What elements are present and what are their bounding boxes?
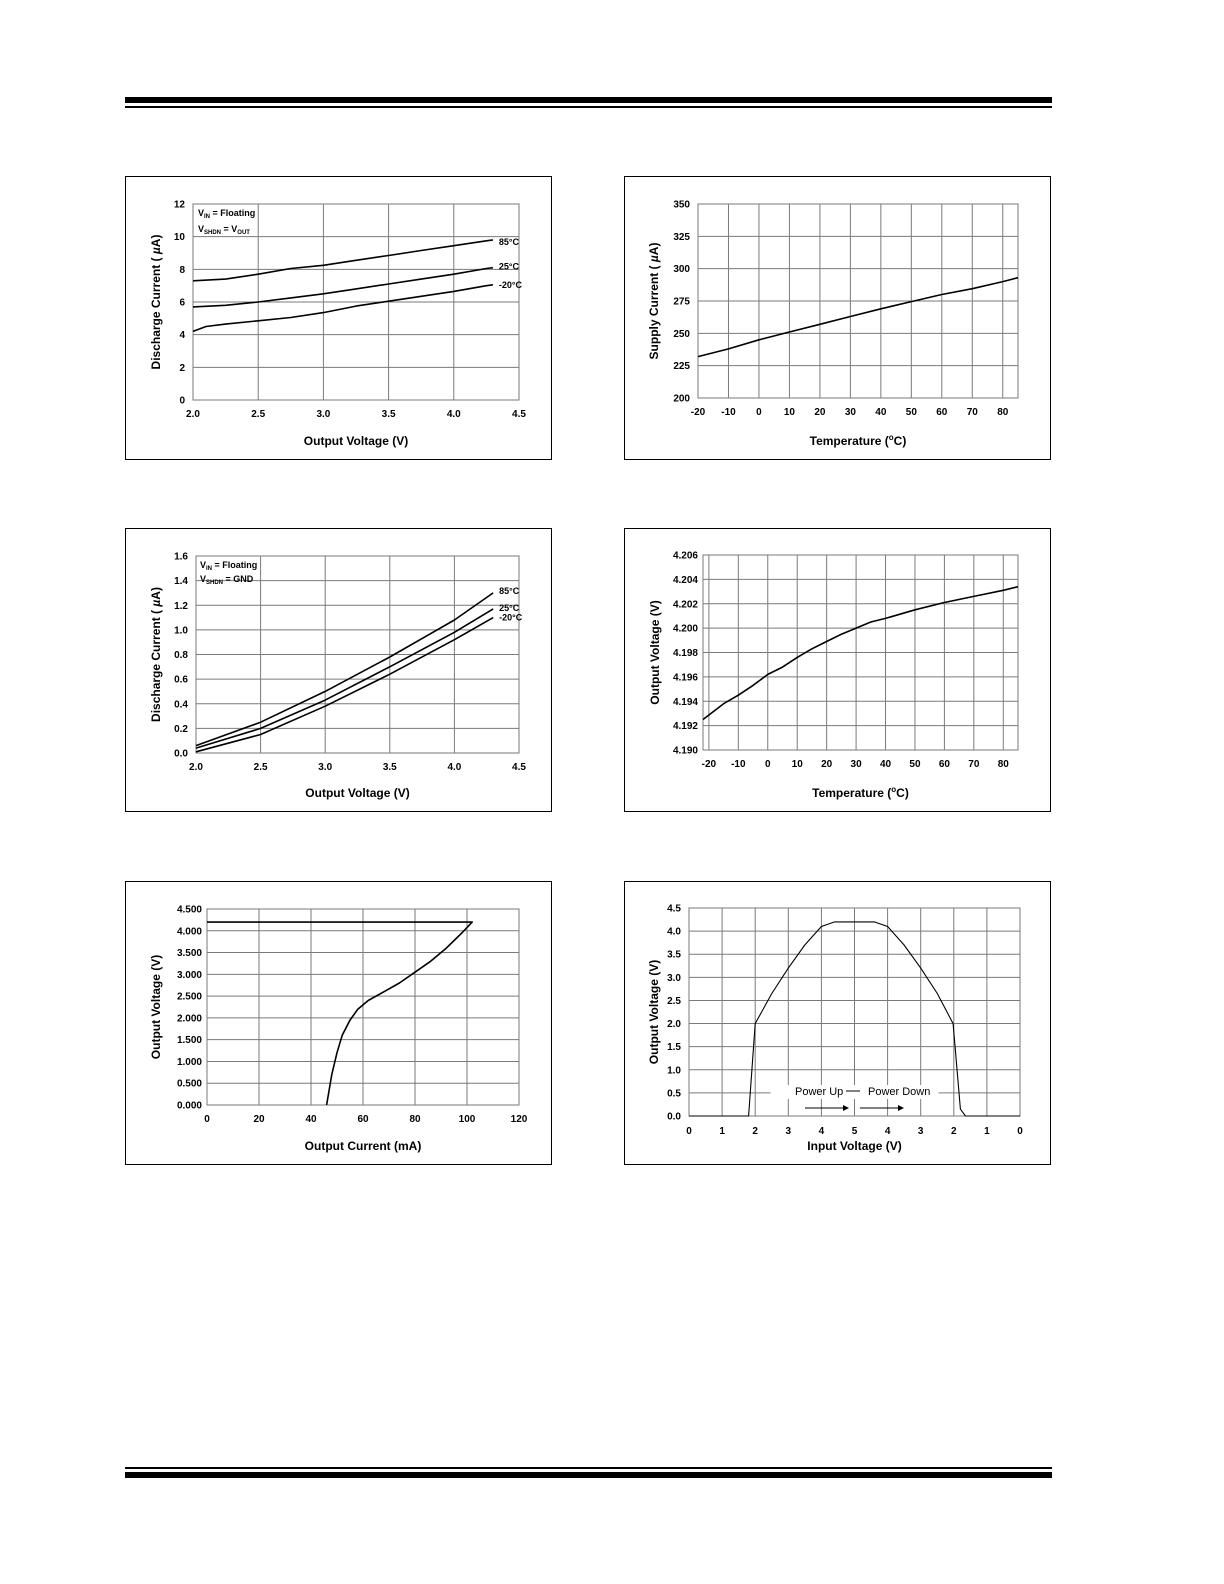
footer-rule-thick: [125, 1472, 1052, 1478]
chart-2-svg: [126, 529, 553, 813]
series-line: [703, 587, 1018, 720]
x-tick-label: 1: [719, 1126, 725, 1137]
y-tick-label: 2.000: [176, 1013, 202, 1025]
y-tick-label: 0.2: [174, 723, 188, 735]
x-tick-label: 2.5: [253, 762, 268, 773]
y-tick-label: 12: [173, 199, 185, 211]
chart-discharge-current-shdn-vout: [125, 176, 552, 460]
y-tick-label: 4.000: [176, 926, 202, 938]
x-tick-label: 20: [253, 1114, 265, 1125]
series-line: [193, 285, 493, 332]
condition-annotation: $V_{IN}$ = Floating: [200, 560, 258, 572]
x-tick-label: 30: [850, 759, 862, 770]
x-tick-label: 10: [783, 407, 795, 418]
condition-annotation: $V_{IN}$ = Floating: [198, 208, 256, 220]
y-tick-label: 300: [673, 264, 690, 276]
y-tick-label: 3.500: [176, 948, 202, 960]
y-tick-label: 200: [673, 393, 690, 405]
chart-output-voltage-vs-output-current: [125, 881, 552, 1165]
y-tick-label: 2.5: [667, 995, 681, 1007]
y-tick-label: 1.0: [174, 625, 188, 637]
y-tick-label: 3.000: [176, 969, 202, 981]
arrow-head: [843, 1105, 849, 1111]
y-tick-label: 4.198: [672, 648, 698, 659]
x-tick-label: 120: [510, 1114, 528, 1125]
chart-3-svg: [625, 529, 1052, 813]
power-annotation: Power Up: [795, 1086, 844, 1098]
x-tick-label: 4: [884, 1126, 891, 1137]
chart-1-svg: [625, 177, 1052, 461]
x-tick-label: 40: [879, 759, 892, 770]
x-tick-label: 1: [984, 1126, 990, 1137]
series-label: 85°C: [498, 236, 520, 247]
x-tick-label: -20: [690, 407, 706, 418]
x-tick-label: 70: [968, 759, 980, 770]
x-tick-label: 5: [851, 1126, 858, 1137]
y-tick-label: 3.0: [667, 972, 681, 984]
series-label: 85°C: [499, 585, 520, 596]
series-line: [196, 618, 493, 752]
x-tick-label: 4.0: [446, 409, 461, 420]
x-tick-label: 0: [686, 1126, 692, 1137]
power-annotation: Power Down: [868, 1086, 931, 1098]
x-tick-label: 40: [875, 407, 887, 418]
condition-annotation: $V_{SHDN} = V_{OUT}$: [198, 224, 250, 236]
y-tick-label: 2: [179, 362, 185, 374]
x-tick-label: -10: [731, 759, 746, 770]
x-tick-label: 50: [909, 759, 921, 770]
y-tick-label: 1.5: [667, 1042, 681, 1054]
y-tick-label: 0: [179, 395, 185, 407]
x-axis-title: Input Voltage (V): [807, 1139, 902, 1153]
x-tick-label: 60: [938, 759, 950, 770]
series-line: [193, 268, 493, 307]
x-tick-label: 2.5: [251, 409, 266, 420]
y-tick-label: 4.192: [672, 721, 698, 733]
y-tick-label: 1.2: [174, 600, 188, 612]
arrow-head: [898, 1105, 904, 1111]
y-tick-label: 4.200: [672, 623, 698, 635]
x-tick-label: 70: [966, 407, 978, 418]
y-axis-title: Discharge Current ( µA): [149, 587, 163, 722]
series-line: [207, 922, 472, 1105]
x-tick-label: 100: [458, 1114, 476, 1125]
x-tick-label: 4.5: [512, 409, 526, 420]
condition-annotation: $V_{SHDN}$ = GND: [200, 574, 254, 586]
x-tick-label: 2: [951, 1126, 957, 1137]
x-tick-label: 3.0: [316, 409, 331, 420]
y-tick-label: 1.0: [667, 1065, 681, 1077]
chart-discharge-current-shdn-gnd: [125, 528, 552, 812]
y-tick-label: 0.500: [176, 1078, 202, 1090]
x-tick-label: 0: [764, 759, 771, 770]
x-tick-label: 50: [905, 407, 917, 418]
x-tick-label: 3: [917, 1126, 924, 1137]
series-label: 25°C: [499, 602, 520, 613]
y-tick-label: 1.6: [174, 551, 188, 563]
x-tick-label: 4.0: [447, 762, 462, 773]
y-tick-label: 4.202: [672, 599, 698, 611]
footer-rule-thin: [125, 1467, 1052, 1469]
y-tick-label: 4.206: [672, 550, 698, 562]
x-tick-label: 3.5: [382, 762, 397, 773]
y-tick-label: 0.0: [667, 1111, 681, 1123]
x-tick-label: 2.0: [189, 762, 203, 773]
series-line: [698, 278, 1018, 357]
x-tick-label: 80: [997, 759, 1009, 770]
y-tick-label: 1.4: [174, 576, 188, 588]
y-tick-label: 4.0: [667, 926, 681, 938]
series-label: -20°C: [499, 612, 523, 623]
x-tick-label: -20: [701, 759, 717, 770]
y-tick-label: 0.8: [174, 650, 188, 661]
y-tick-label: 3.5: [667, 949, 681, 961]
x-tick-label: 4.5: [512, 762, 526, 773]
y-tick-label: 1.500: [176, 1035, 202, 1047]
header-rule-thick: [125, 97, 1052, 103]
x-tick-label: 3.0: [318, 762, 333, 773]
x-tick-label: 0: [756, 407, 762, 418]
x-tick-label: 10: [791, 759, 803, 770]
x-axis-title: Output Voltage (V): [305, 786, 410, 800]
y-tick-label: 4: [179, 330, 185, 342]
x-tick-label: 60: [936, 407, 948, 418]
header-rule-thin: [125, 106, 1052, 108]
y-tick-label: 0.5: [667, 1088, 681, 1100]
chart-0-svg: [126, 177, 553, 461]
x-tick-label: 2: [752, 1126, 758, 1137]
x-tick-label: 0: [204, 1114, 210, 1125]
chart-4-svg: [126, 882, 553, 1166]
x-tick-label: 20: [821, 759, 833, 770]
y-axis-title: Discharge Current ( µA): [149, 234, 163, 370]
y-tick-label: 10: [173, 232, 185, 244]
y-tick-label: 4.190: [672, 745, 698, 757]
x-tick-label: 60: [357, 1114, 369, 1125]
chart-supply-current-vs-temperature: [624, 176, 1051, 460]
x-tick-label: 80: [409, 1114, 421, 1125]
x-axis-title: Temperature ($^o$C): [812, 785, 909, 800]
y-tick-label: 4.196: [672, 672, 698, 684]
x-tick-label: 3.5: [381, 409, 396, 420]
y-tick-label: 0.0: [174, 748, 188, 760]
y-tick-label: 4.500: [176, 904, 202, 916]
x-tick-label: 20: [814, 407, 826, 418]
x-tick-label: 0: [1017, 1126, 1023, 1137]
chart-output-voltage-vs-input-voltage: [624, 881, 1051, 1165]
y-tick-label: 0.6: [174, 674, 188, 686]
y-tick-label: 0.4: [174, 699, 188, 711]
y-tick-label: 350: [673, 199, 690, 211]
y-tick-label: 8: [179, 264, 185, 276]
x-axis-title: Output Current (mA): [304, 1139, 422, 1153]
y-tick-label: 275: [673, 296, 690, 308]
y-axis-title: Supply Current ( µA): [647, 242, 661, 360]
y-tick-label: 225: [673, 361, 690, 373]
y-tick-label: 0.000: [176, 1100, 202, 1112]
y-tick-label: 4.194: [672, 696, 698, 708]
y-tick-label: 250: [673, 328, 690, 340]
x-tick-label: 80: [997, 407, 1009, 418]
x-tick-label: 2.0: [186, 409, 200, 420]
series-label: 25°C: [498, 261, 520, 272]
y-tick-label: 2.500: [176, 991, 202, 1003]
y-tick-label: 2.0: [667, 1019, 681, 1031]
y-tick-label: 4.5: [667, 903, 681, 915]
y-tick-label: 325: [673, 231, 690, 243]
y-axis-title: Output Voltage (V): [647, 959, 661, 1065]
x-tick-label: 3: [785, 1126, 792, 1137]
series-line: [196, 593, 493, 746]
y-axis-title: Output Voltage (V): [648, 600, 662, 705]
chart-5-svg: [625, 882, 1052, 1166]
x-tick-label: 30: [844, 407, 856, 418]
x-axis-title: Output Voltage (V): [303, 434, 409, 448]
x-axis-title: Temperature ($^o$C): [809, 433, 907, 448]
series-label: -20°C: [498, 279, 523, 290]
y-axis-title: Output Voltage (V): [149, 954, 163, 1060]
x-tick-label: -10: [721, 407, 736, 418]
chart-output-voltage-vs-temperature: [624, 528, 1051, 812]
y-tick-label: 1.000: [176, 1056, 202, 1068]
x-tick-label: 4: [818, 1126, 825, 1137]
y-tick-label: 4.204: [672, 574, 698, 586]
y-tick-label: 6: [179, 297, 185, 309]
x-tick-label: 40: [305, 1114, 317, 1125]
